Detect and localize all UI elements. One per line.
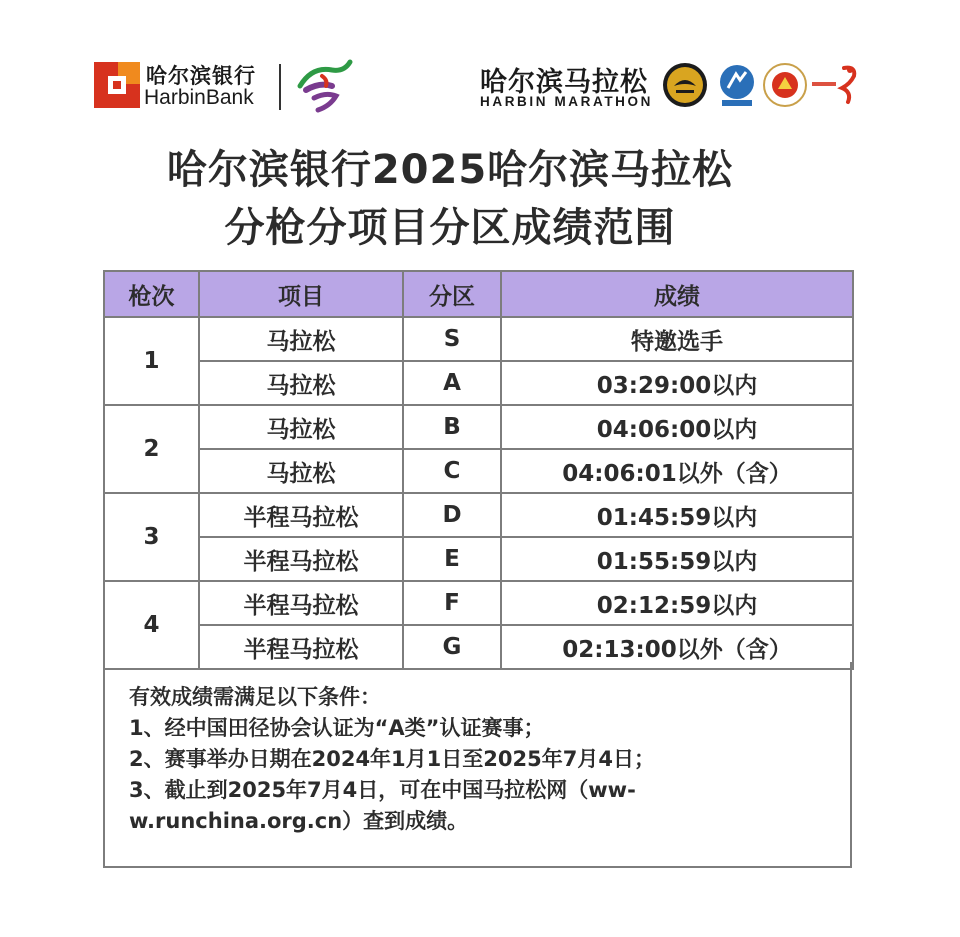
harbin-bank-logo-icon — [94, 62, 140, 108]
event-cell: 马拉松 — [199, 405, 403, 449]
zone-cell: D — [403, 493, 501, 537]
table-row — [104, 537, 853, 581]
zone-cell: S — [403, 317, 501, 361]
conditions-notes-box — [103, 662, 852, 868]
header-divider — [279, 64, 281, 110]
header-event: 项目 — [199, 271, 403, 317]
table-row — [104, 493, 853, 537]
table-row — [104, 317, 853, 361]
result-cell: 04:06:01以外（含） — [501, 449, 853, 493]
table-row — [104, 581, 853, 625]
bank-name-en: HarbinBank — [144, 86, 254, 109]
wave-cell: 4 — [104, 581, 199, 669]
chinese-athletics-association-icon — [762, 62, 808, 108]
event-cell: 马拉松 — [199, 449, 403, 493]
world-athletics-label-icon — [662, 62, 708, 108]
table-row — [104, 405, 853, 449]
event-cell: 半程马拉松 — [199, 581, 403, 625]
page-title-line1: 哈尔滨银行2025哈尔滨马拉松 — [166, 147, 734, 193]
notes-item-2: 2、赛事举办日期在2024年1月1日至2025年7月4日； — [129, 747, 655, 771]
result-cell: 02:13:00以外（含） — [501, 625, 853, 669]
event-cell: 半程马拉松 — [199, 537, 403, 581]
event-cell: 马拉松 — [199, 361, 403, 405]
table-row — [104, 361, 853, 405]
result-cell: 01:55:59以内 — [501, 537, 853, 581]
event-cell: 半程马拉松 — [199, 625, 403, 669]
header-result: 成绩 — [501, 271, 853, 317]
result-cell: 02:12:59以内 — [501, 581, 853, 625]
notes-item-3-line2: w.runchina.org.cn）查到成绩。 — [129, 809, 469, 833]
header-wave: 枪次 — [104, 271, 199, 317]
result-cell: 04:06:00以内 — [501, 405, 853, 449]
table-row — [104, 449, 853, 493]
event-cell: 半程马拉松 — [199, 493, 403, 537]
header-zone: 分区 — [403, 271, 501, 317]
notes-item-1: 1、经中国田径协会认证为“A类”认证赛事； — [129, 716, 545, 740]
zone-cell: B — [403, 405, 501, 449]
zone-cell: F — [403, 581, 501, 625]
aims-badge-icon — [714, 62, 760, 108]
zone-results-table — [103, 270, 854, 670]
notes-heading: 有效成绩需满足以下条件： — [129, 685, 381, 709]
result-cell: 01:45:59以内 — [501, 493, 853, 537]
event-cell: 马拉松 — [199, 317, 403, 361]
zone-cell: E — [403, 537, 501, 581]
wave-cell: 1 — [104, 317, 199, 405]
marathon-name-en: HARBIN MARATHON — [480, 94, 653, 109]
notes-item-3-line1: 3、截止到2025年7月4日，可在中国马拉松网（ww- — [129, 778, 636, 802]
page-title-line2: 分枪分项目分区成绩范围 — [224, 205, 676, 251]
wave-cell: 2 — [104, 405, 199, 493]
china-athletics-icon — [810, 62, 866, 108]
event-emblem-icon — [292, 56, 354, 114]
marathon-name-cn: 哈尔滨马拉松 — [480, 67, 648, 98]
zone-cell: C — [403, 449, 501, 493]
bank-name-cn: 哈尔滨银行 — [146, 64, 256, 88]
wave-cell: 3 — [104, 493, 199, 581]
table-header-row — [104, 271, 853, 317]
zone-cell: A — [403, 361, 501, 405]
zone-cell: G — [403, 625, 501, 669]
result-cell: 特邀选手 — [501, 317, 853, 361]
result-cell: 03:29:00以内 — [501, 361, 853, 405]
